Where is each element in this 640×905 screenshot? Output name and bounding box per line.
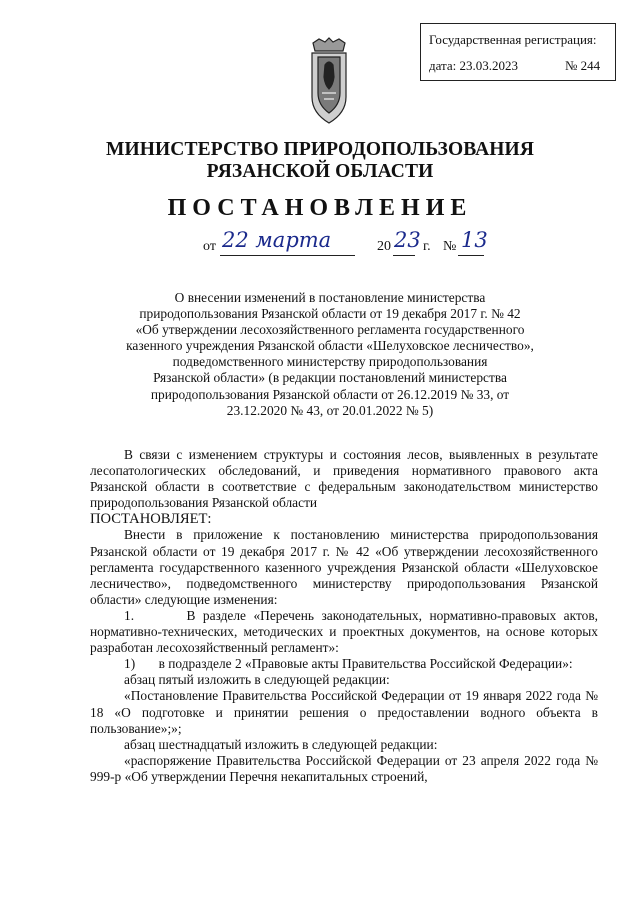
subject-line: природопользования Рязанской области от 26.12.2019 № 33, от xyxy=(150,386,510,402)
coat-of-arms-emblem xyxy=(303,37,355,129)
item-1-number: 1. xyxy=(124,607,135,623)
ministry-line-2: РЯЗАНСКОЙ ОБЛАСТИ xyxy=(206,161,434,182)
year-prefix: 20 xyxy=(377,239,391,254)
registration-number: № 244 xyxy=(565,58,601,73)
registration-details xyxy=(429,57,615,74)
year-word: г. xyxy=(423,239,431,254)
date-from-label: от xyxy=(203,239,216,254)
paragraph-5-intro: абзац пятый изложить в следующей редакции: xyxy=(124,672,390,688)
subitem-1-text: в подразделе 2 «Правовые акты Правительства Российской Федерации»: xyxy=(158,656,573,672)
date-underline xyxy=(220,255,355,256)
handwritten-year: 23 xyxy=(394,228,421,252)
subitem-1-number: 1) xyxy=(124,656,136,672)
decree-subject xyxy=(110,290,550,419)
year-underline xyxy=(393,255,415,256)
document-body xyxy=(90,447,598,785)
subject-line: подведомственного министерству природопользования xyxy=(172,354,488,370)
ministry-name xyxy=(0,139,640,183)
subject-line: О внесении изменений в постановление министерства xyxy=(174,290,486,305)
document-type-title: ПОСТАНОВЛЕНИЕ xyxy=(167,195,473,221)
subject-line: казенного учреждения Рязанской области «Шелуховское лесничество», xyxy=(126,338,534,354)
paragraph-16-text: «распоряжение Правительства Российской Федерации от 23 апреля 2022 года № 999-р «Об утверждении Перечня некапитальных строений, xyxy=(90,752,598,784)
subitem-1-paragraph xyxy=(90,656,598,672)
item-1-paragraph xyxy=(90,608,598,656)
registration-title: Государственная регистрация: xyxy=(429,32,597,47)
paragraph-16-intro: абзац шестнадцатый изложить в следующей редакции: xyxy=(124,736,438,752)
number-underline xyxy=(458,255,484,256)
registration-date: дата: 23.03.2023 xyxy=(429,58,519,73)
subject-line: природопользования Рязанской области от 19 декабря 2017 г. № 42 xyxy=(139,306,521,322)
intro-paragraph: Внести в приложение к постановлению министерства природопользования Рязанской области от 19 декабря 2017 г. № 42 «Об утверждении лесохозяйственного регламента государственного казенного учреждения Рязанской области «Шелуховское лесничество», подведомственного министерству природопользования Рязанской области» следующие изменения: xyxy=(90,527,598,607)
item-1-text: В разделе «Перечень законодательных, нормативно-правовых актов, нормативно-технических, методических и проектных документов, на основе которых разработан лесохозяйственный регламент»: xyxy=(90,607,598,656)
number-sign: № xyxy=(443,239,457,254)
subject-line: «Об утверждении лесохозяйственного регламента государственного xyxy=(135,322,525,338)
registration-stamp xyxy=(420,23,616,81)
ministry-line-1: МИНИСТЕРСТВО ПРИРОДОПОЛЬЗОВАНИЯ xyxy=(106,139,534,160)
postanovlyaet-keyword: ПОСТАНОВЛЯЕТ: xyxy=(90,511,212,528)
subject-line: Рязанской области» (в редакции постановлений министерства xyxy=(153,370,507,386)
subject-line: 23.12.2020 № 43, от 20.01.2022 № 5) xyxy=(226,402,434,418)
handwritten-day-month: 22 марта xyxy=(222,228,332,252)
preamble-paragraph: В связи с изменением структуры и состояния лесов, выявленных в результате лесопатологических обследований, и приведения нормативного правового акта Рязанской области в соответствие с федеральным законодательством министерство природопользования Рязанской области xyxy=(90,447,598,511)
paragraph-5-text: «Постановление Правительства Российской Федерации от 19 января 2022 года № 18 «О подготовке и принятии решения о предоставлении водного объекта в пользование»;»; xyxy=(90,688,598,736)
decree-date-line xyxy=(0,230,640,260)
handwritten-number: 13 xyxy=(461,228,488,252)
